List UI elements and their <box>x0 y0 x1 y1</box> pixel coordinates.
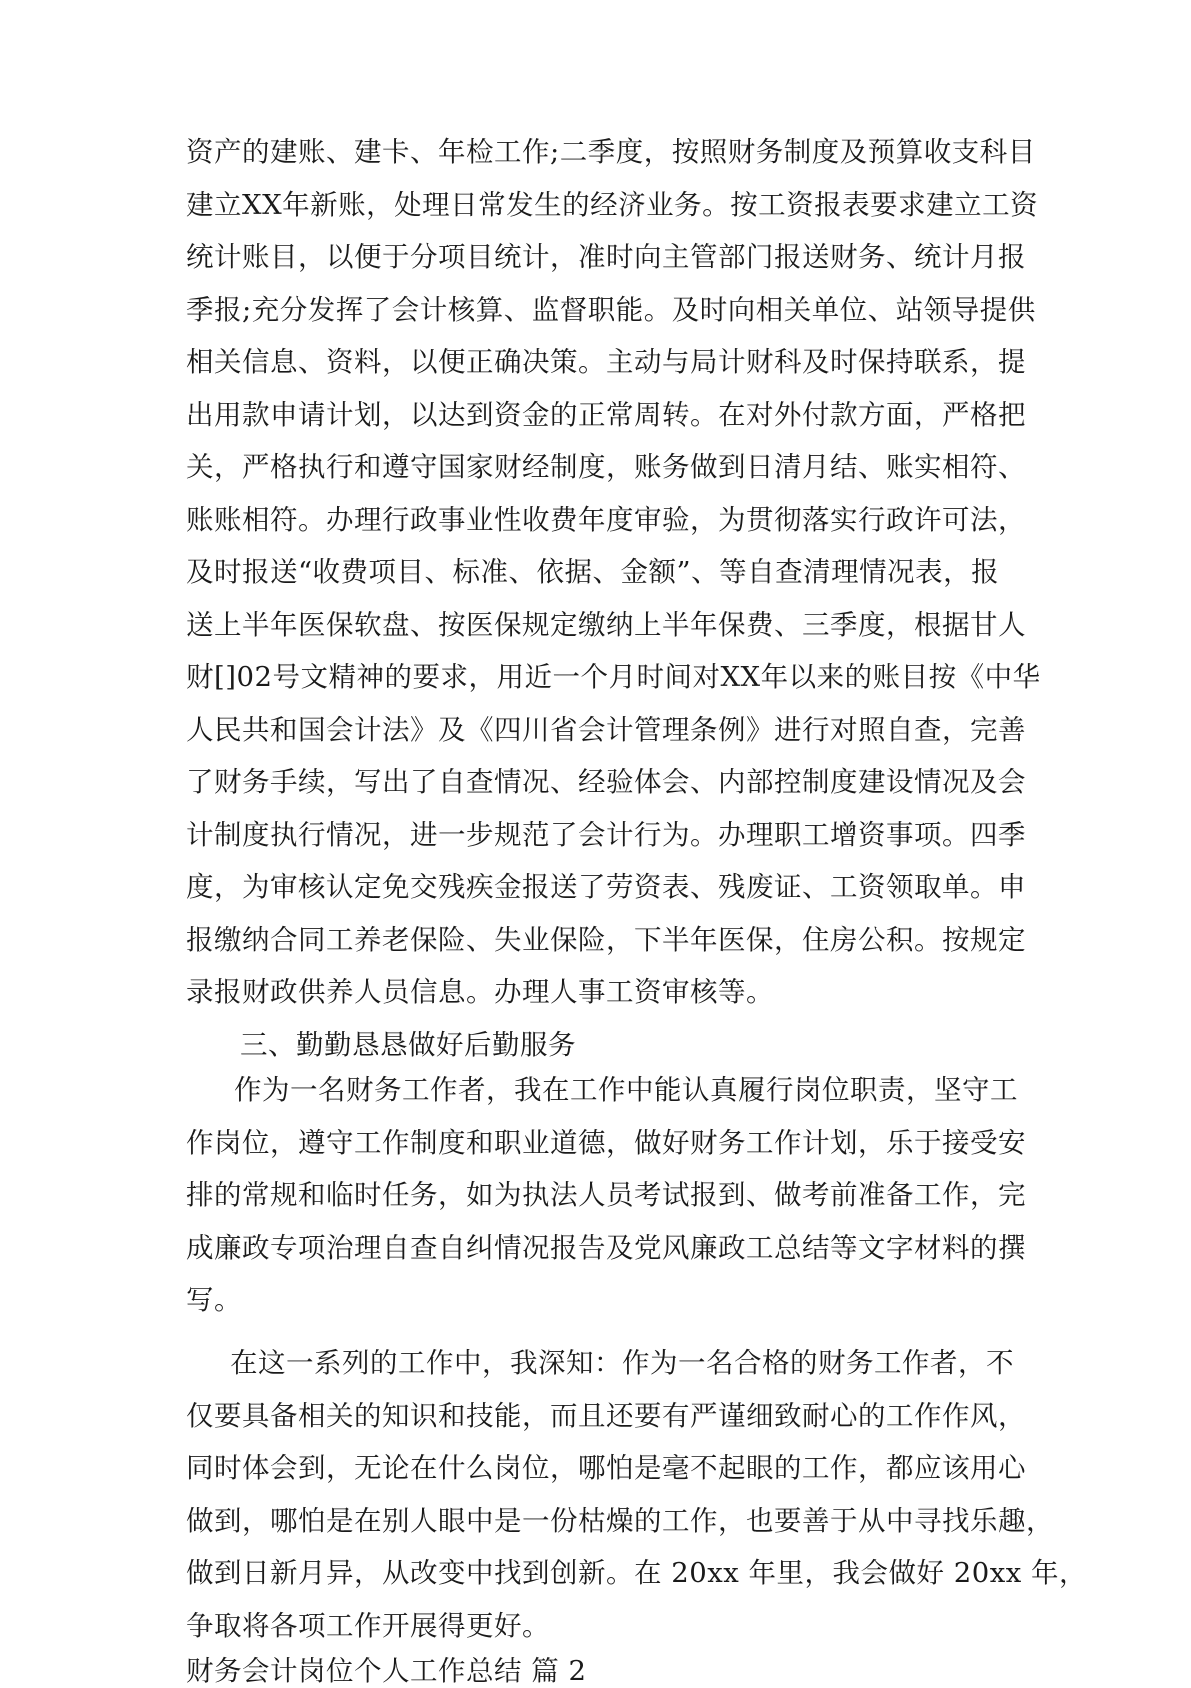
paragraph-line: 同时体会到，无论在什么岗位，哪怕是毫不起眼的工作，都应该用心 <box>186 1452 1026 1484</box>
text-line: 季报;充分发挥了会计核算、监督职能。及时向相关单位、站领导提供 <box>186 293 1036 326</box>
text-line: 计制度执行情况，进一步规范了会计行为。办理职工增资事项。四季 <box>186 818 1026 851</box>
paragraph-line: 成廉政专项治理自查自纠情况报告及党风廉政工总结等文字材料的撰 <box>186 1231 1026 1264</box>
text-line: 建立XX年新账，处理日常发生的经济业务。按工资报表要求建立工资 <box>186 188 1039 221</box>
section-heading: 三、勤勤恳恳做好后勤服务 <box>240 1028 576 1061</box>
text-line: 关，严格执行和遵守国家财经制度，账务做到日清月结、账实相符、 <box>186 451 1026 483</box>
text-line: 统计账目，以便于分项目统计，准时向主管部门报送财务、统计月报 <box>186 241 1026 273</box>
text-line: 度，为审核认定免交残疾金报送了劳资表、残废证、工资领取单。申 <box>186 871 1026 903</box>
text-line: 资产的建账、建卡、年检工作;二季度，按照财务制度及预算收支科目 <box>186 136 1036 168</box>
text-line: 了财务手续，写出了自查情况、经验体会、内部控制度建设情况及会 <box>186 766 1026 798</box>
document-body <box>186 135 1087 1688</box>
paragraph-line: 争取将各项工作开展得更好。 <box>186 1609 550 1642</box>
text-line: 报缴纳合同工养老保险、失业保险，下半年医保，住房公积。按规定 <box>186 923 1026 956</box>
text-line: 录报财政供养人员信息。办理人事工资审核等。 <box>186 976 774 1008</box>
paragraph-line: 在这一系列的工作中，我深知：作为一名合格的财务工作者，不 <box>230 1347 1014 1379</box>
paragraph-line: 作为一名财务工作者，我在工作中能认真履行岗位职责，坚守工 <box>234 1074 1018 1106</box>
paragraph-line: 排的常规和临时任务，如为执法人员考试报到、做考前准备工作，完 <box>186 1179 1026 1211</box>
text-line: 人民共和国会计法》及《四川省会计管理条例》进行对照自查，完善 <box>186 713 1026 746</box>
text-line: 送上半年医保软盘、按医保规定缴纳上半年保费、三季度，根据甘人 <box>186 608 1026 641</box>
text-line: 财[]02号文精神的要求，用近一个月时间对XX年以来的账目按《中华 <box>186 661 1041 693</box>
text-line: 账账相符。办理行政事业性收费年度审验，为贯彻落实行政许可法， <box>186 503 1026 536</box>
section-title: 财务会计岗位个人工作总结 篇 2 <box>186 1655 587 1687</box>
text-line: 出用款申请计划，以达到资金的正常周转。在对外付款方面，严格把 <box>186 398 1026 431</box>
paragraph-line: 做到，哪怕是在别人眼中是一份枯燥的工作，也要善于从中寻找乐趣， <box>186 1504 1054 1537</box>
paragraph-line: 写。 <box>186 1284 242 1316</box>
text-line: 及时报送“收费项目、标准、依据、金额”、等自查清理情况表，报 <box>186 556 1000 588</box>
paragraph-line: 仅要具备相关的知识和技能，而且还要有严谨细致耐心的工作作风， <box>186 1399 1026 1432</box>
text-line: 相关信息、资料，以便正确决策。主动与局计财科及时保持联系，提 <box>186 346 1026 378</box>
paragraph-line: 做到日新月异，从改变中找到创新。在 20xx 年里，我会做好 20xx 年， <box>186 1557 1087 1589</box>
paragraph-line: 作岗位，遵守工作制度和职业道德，做好财务工作计划，乐于接受安 <box>186 1126 1026 1159</box>
